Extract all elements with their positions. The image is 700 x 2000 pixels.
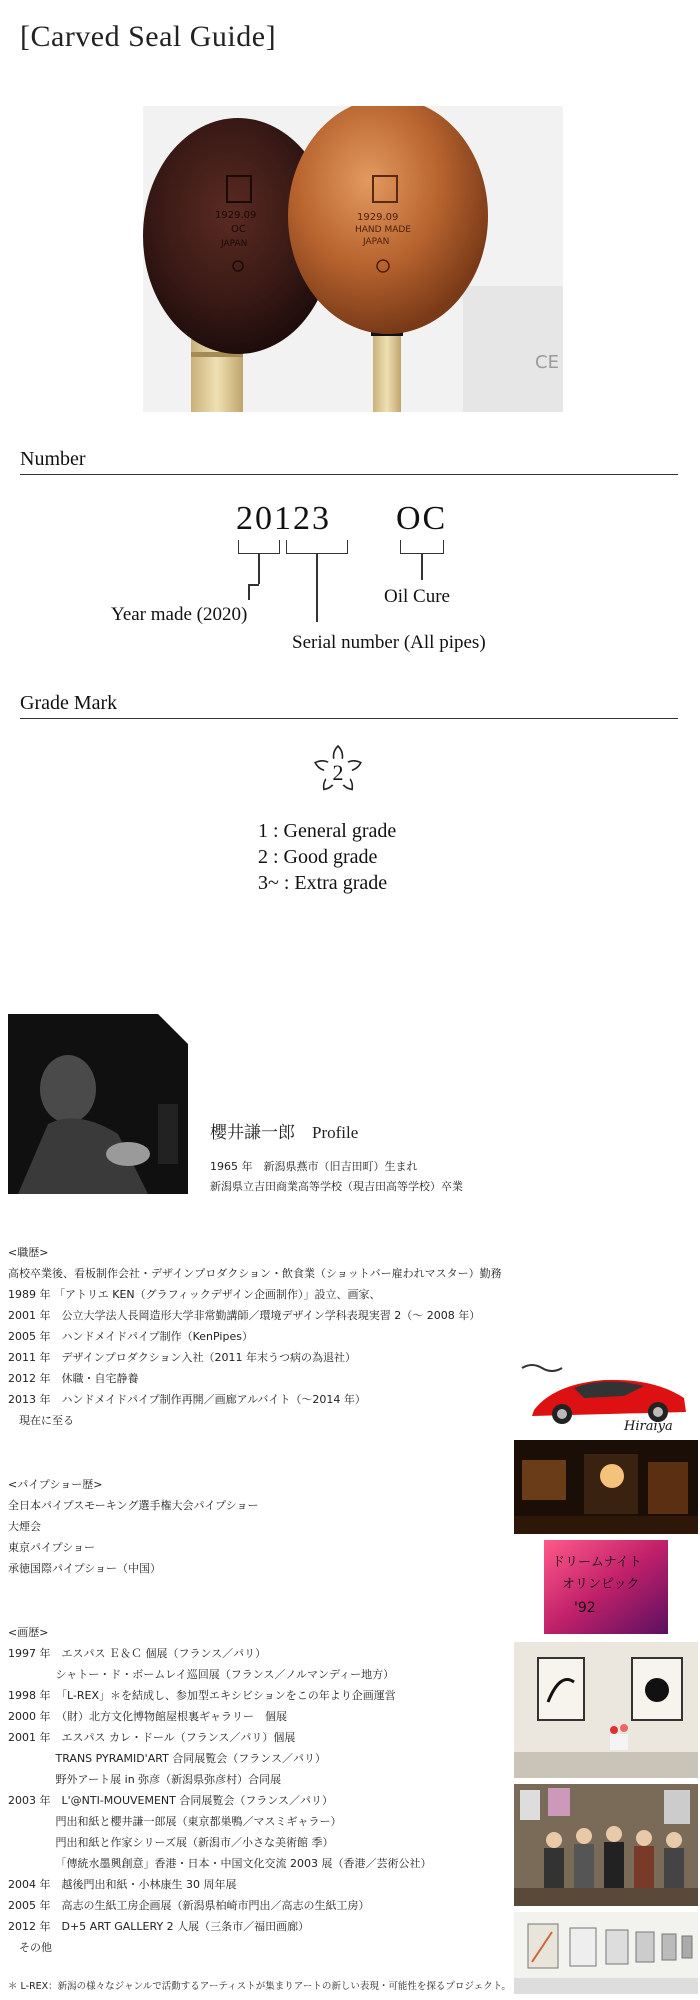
profile-school: 新潟県立吉田商業高等学校（現吉田高等学校）卒業 xyxy=(210,1180,463,1193)
art-history-line: 門出和紙と櫻井謙一郎展（東京都巣鴨／マスミギャラー） xyxy=(8,1815,342,1828)
serial-digits: 20123 xyxy=(236,500,331,537)
pipe-shows-heading: <パイプショー歴> xyxy=(8,1478,103,1491)
year-connector xyxy=(258,554,260,584)
oc-connector xyxy=(421,554,423,580)
pipe-room-image xyxy=(514,1440,698,1534)
career-line: 2005 年 ハンドメイドパイプ制作（KenPipes） xyxy=(8,1330,253,1343)
oc-bracket xyxy=(400,540,444,554)
pipe-show-item: 承徳国際パイプショー（中国） xyxy=(8,1562,162,1575)
profile-birth: 1965 年 新潟県燕市（旧吉田町）生まれ xyxy=(210,1160,418,1173)
art-history-line: 2001 年 エスパス カレ・ドール（フランス／パリ）個展 xyxy=(8,1731,296,1744)
art-history-line: 門出和紙と作家シリーズ展（新潟市／小さな美術館 季） xyxy=(8,1836,334,1849)
year-made-label: Year made (2020) xyxy=(111,604,248,625)
career-line: 高校卒業後、看板制作会社・デザインプロダクション・飲食業（ショットバー雇われマスター）勤務 xyxy=(8,1267,502,1280)
grade-2: 2 : Good grade xyxy=(258,846,378,868)
career-line: 2001 年 公立大学法人長岡造形大学非常勤講師／環境デザイン学科表現実習 2（〜 2008 年） xyxy=(8,1309,481,1322)
career-line: 現在に至る xyxy=(8,1414,74,1427)
left-stamp-brand: JAPAN xyxy=(221,239,248,249)
right-stamp-brand: HAND MADE xyxy=(355,225,411,235)
paper-text: CE xyxy=(535,352,559,373)
poster-text-2: オリンピック xyxy=(562,1577,640,1592)
career-line: 2013 年 ハンドメイドパイプ制作再開／画廊アルバイト（〜2014 年） xyxy=(8,1393,366,1406)
year-bracket xyxy=(238,540,280,554)
poster-text-1: ドリームナイト xyxy=(552,1555,642,1570)
oil-cure-code: OC xyxy=(396,500,448,537)
art-history-line: 2004 年 越後門出和紙・小林康生 30 周年展 xyxy=(8,1878,237,1891)
oil-cure-label: Oil Cure xyxy=(384,586,450,607)
art-history-line: 2003 年 L'@NTI-MOUVEMENT 合同展覧会（フランス／パリ） xyxy=(8,1794,334,1807)
art-history-line: 2012 年 D+5 ART GALLERY 2 人展（三条市／福田画廊） xyxy=(8,1920,310,1933)
career-heading: <職歴> xyxy=(8,1246,49,1259)
career-line: 2011 年 デザインプロダクション入社（2011 年末うつ病の為退社） xyxy=(8,1351,356,1364)
footnote: ＊ L-REX：新潟の様々なジャンルで活動するアーティストが集まりアートの新しい表現・可能性を探るプロジェクト。 xyxy=(8,1981,511,1992)
number-heading: Number xyxy=(20,448,86,470)
right-stamp-date: 1929.09 xyxy=(357,212,399,223)
career-line: 2012 年 休職・自宅静養 xyxy=(8,1372,139,1385)
poster-artwork-image xyxy=(544,1540,668,1634)
serial-bracket xyxy=(286,540,348,554)
pipe-show-item: 東京パイプショー xyxy=(8,1541,96,1554)
grade-heading: Grade Mark xyxy=(20,692,118,714)
car-artwork-image xyxy=(514,1358,698,1434)
art-history-line: 1997 年 エスパス Ｅ＆Ｃ 個展（フランス／パリ） xyxy=(8,1647,267,1660)
year-connector-v xyxy=(248,584,250,600)
art-history-line: 2005 年 高志の生紙工房企画展（新潟県柏崎市門出／高志の生紙工房） xyxy=(8,1899,370,1912)
number-divider xyxy=(20,474,678,475)
art-history-line: 2000 年 （財）北方文化博物館屋根裏ギャラリー 個展 xyxy=(8,1710,287,1723)
grade-3: 3~ : Extra grade xyxy=(258,872,388,894)
profile-name: 櫻井謙一郎 Profile xyxy=(210,1123,359,1142)
grade-divider xyxy=(20,718,678,719)
art-history-line: 野外アート展 in 弥彦（新潟県弥彦村）合同展 xyxy=(8,1773,282,1786)
art-history-line: シャトー・ド・ボームレイ巡回展（フランス／ノルマンディー地方） xyxy=(8,1668,395,1681)
art-history-line: 1998 年 「L-REX」＊を結成し、参加型エキシビションをこの年より企画運営 xyxy=(8,1689,396,1702)
left-stamp-code: OC xyxy=(231,224,246,235)
poster-text-3: '92 xyxy=(574,1600,596,1616)
pipe-show-item: 大煙会 xyxy=(8,1520,41,1533)
grade-mark-digit: 2 xyxy=(332,760,344,785)
serial-number-label: Serial number (All pipes) xyxy=(292,632,486,653)
sakura-grade-icon xyxy=(310,742,366,798)
pipe-photo-illustration xyxy=(143,106,563,412)
pipe-photo xyxy=(143,106,563,412)
art-history-heading: <画歴> xyxy=(8,1626,49,1639)
grade-1: 1 : General grade xyxy=(258,820,397,842)
gallery-wall-image xyxy=(514,1912,698,1994)
art-history-line: 「傳統水墨興創意」香港・日本・中国文化交流 2003 展（香港／芸術公社） xyxy=(8,1857,432,1870)
pipe-show-item: 全日本パイプスモーキング選手権大会パイプショー xyxy=(8,1499,259,1512)
group-photo-image xyxy=(514,1784,698,1906)
career-line: 1989 年 「アトリエ KEN（グラフィックデザイン企画制作）」設立、画家、 xyxy=(8,1288,381,1301)
year-connector-h xyxy=(248,584,259,586)
right-stamp-country: JAPAN xyxy=(363,237,390,247)
gallery-exhibition-image xyxy=(514,1642,698,1778)
serial-connector xyxy=(316,554,318,622)
artist-portrait xyxy=(8,1014,188,1194)
art-history-line: その他 xyxy=(8,1941,52,1954)
art-history-line: TRANS PYRAMID'ART 合同展覧会（フランス／パリ） xyxy=(8,1752,326,1765)
car-signature: Hiraiya xyxy=(624,1419,673,1434)
left-stamp-date: 1929.09 xyxy=(215,210,257,221)
page-title: [Carved Seal Guide] xyxy=(20,20,277,53)
